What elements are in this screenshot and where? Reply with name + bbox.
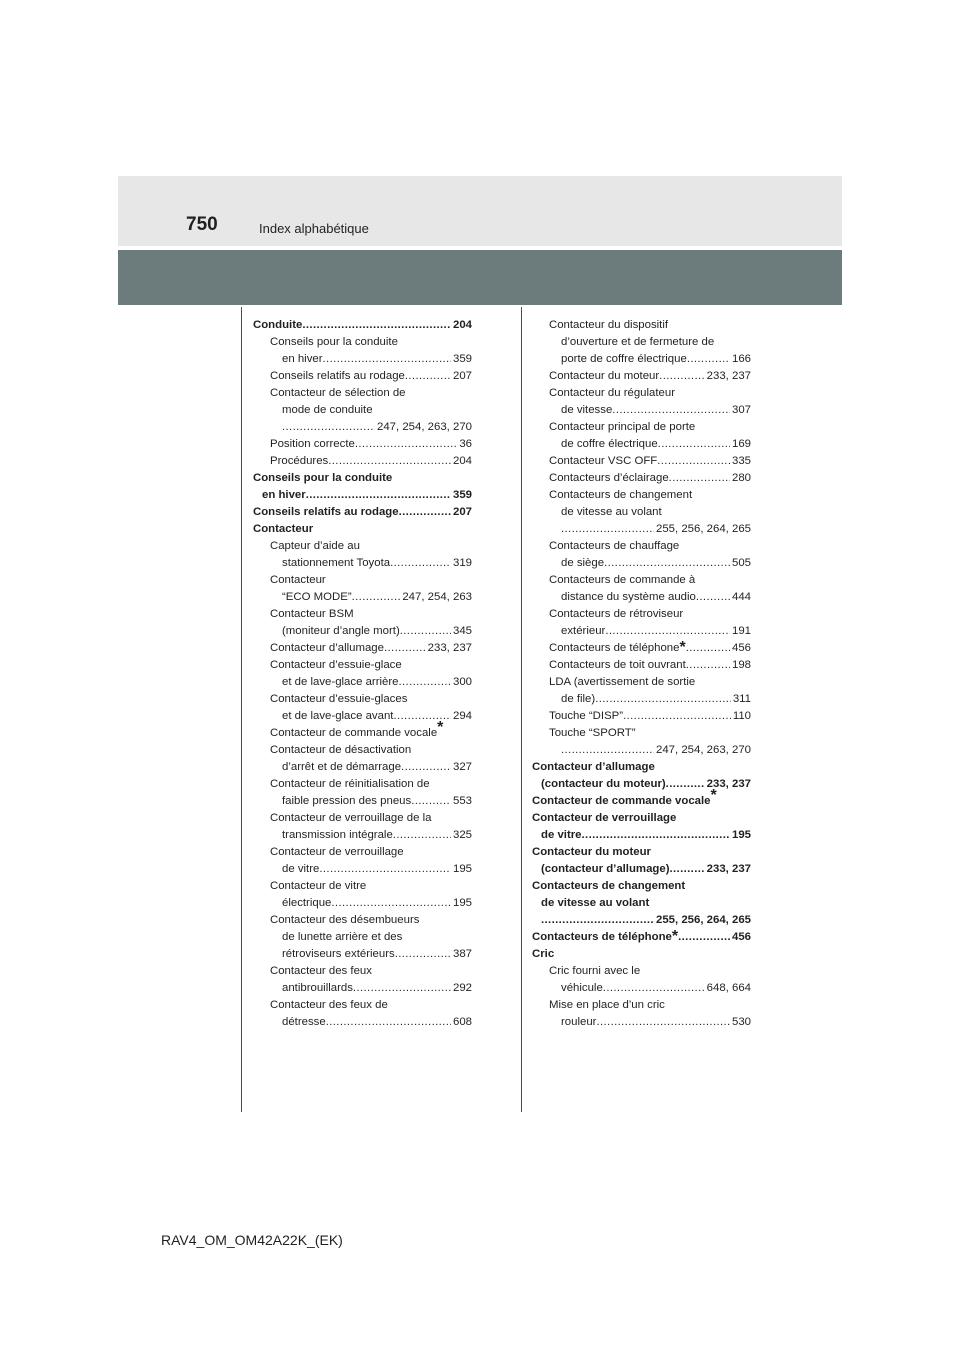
index-entry [253, 334, 472, 351]
index-entry-text: Contacteurs de changement [532, 880, 686, 892]
index-entry-text: Contacteurs de toit ouvrant [549, 659, 686, 671]
index-entry-text: Mise en place d’un cric [549, 999, 665, 1011]
index-entry [532, 963, 751, 980]
index-entry-text: Procédures [270, 455, 329, 467]
dot-leader [384, 640, 426, 657]
dot-leader [399, 504, 451, 521]
index-entry-text: en hiver [262, 489, 306, 501]
index-entry [532, 827, 751, 844]
dot-leader [352, 589, 401, 606]
index-entry [253, 606, 472, 623]
index-entry-text: mode de conduite [282, 404, 373, 416]
index-entry [532, 470, 751, 487]
index-page-ref[interactable]: 255, 256, 264, 265 [655, 523, 751, 535]
index-entry-text: antibrouillards [282, 982, 353, 994]
index-entry [532, 674, 751, 691]
index-page-ref[interactable]: 198 [731, 659, 751, 671]
index-entry [532, 504, 751, 521]
index-page-ref[interactable]: 247, 254, 263 [402, 591, 472, 603]
index-page-ref[interactable]: 233, 237 [706, 778, 751, 790]
dot-leader [282, 419, 375, 436]
index-entry-text: Contacteurs de téléphone [549, 642, 680, 654]
index-entry [253, 810, 472, 827]
index-entry-text: Contacteur de vitre [270, 880, 367, 892]
index-page-ref[interactable]: 247, 254, 263, 270 [376, 421, 472, 433]
index-entry-text: Touche “DISP” [549, 710, 624, 722]
index-page-ref[interactable]: 553 [452, 795, 472, 807]
index-entry-text: Contacteur d’allumage [270, 642, 384, 654]
index-page-ref[interactable]: 456 [731, 931, 751, 943]
index-entry-text: Contacteur d’essuie-glaces [270, 693, 408, 705]
index-page-ref[interactable]: 335 [731, 455, 751, 467]
index-entry-text: Contacteur de verrouillage [532, 812, 677, 824]
dot-leader [659, 368, 704, 385]
dot-leader [657, 453, 730, 470]
index-entry [532, 708, 751, 725]
index-page-ref[interactable]: 233, 237 [427, 642, 472, 654]
index-entry [253, 657, 472, 674]
index-entry-text: (moniteur d’angle mort) [282, 625, 400, 637]
dot-leader [696, 589, 730, 606]
dot-leader [411, 793, 451, 810]
index-page-ref[interactable]: 327 [452, 761, 472, 773]
index-page-ref[interactable]: 166 [731, 353, 751, 365]
dot-leader [669, 470, 730, 487]
index-entry [253, 895, 472, 912]
index-entry-text: Cric fourni avec le [549, 965, 641, 977]
index-entry [253, 555, 472, 572]
index-entry-text: Contacteur BSM [270, 608, 354, 620]
index-entry-text: Contacteur d’essuie-glace [270, 659, 402, 671]
index-entry-text: de vitesse [561, 404, 613, 416]
index-entry [253, 793, 472, 810]
index-entry-text: Contacteur du moteur [549, 370, 660, 382]
index-entry [253, 504, 472, 521]
index-entry-text: transmission intégrale [282, 829, 393, 841]
index-page-ref[interactable]: 648, 664 [706, 982, 751, 994]
index-entry [253, 719, 472, 742]
dot-leader [405, 368, 451, 385]
dot-leader [666, 776, 705, 793]
index-page-ref[interactable]: 444 [731, 591, 751, 603]
index-entry-text: porte de coffre électrique [561, 353, 687, 365]
index-entry-text: de coffre électrique [561, 438, 658, 450]
index-entry-text: Conseils pour la conduite [270, 336, 398, 348]
index-page-ref[interactable]: 359 [452, 489, 472, 501]
index-entry [253, 538, 472, 555]
index-entry-text: rétroviseurs extérieurs [282, 948, 395, 960]
dot-leader [623, 708, 731, 725]
index-page-ref[interactable]: 204 [452, 319, 472, 331]
index-entry-text: Contacteur du régulateur [549, 387, 676, 399]
index-entry [253, 487, 472, 504]
index-page-ref[interactable]: 311 [732, 693, 751, 705]
index-entry-text: Contacteur de réinitialisation de [270, 778, 430, 790]
dot-leader [687, 351, 730, 368]
index-entry [532, 572, 751, 589]
index-page-ref[interactable]: 169 [731, 438, 751, 450]
index-entry-text: Touche “SPORT” [549, 727, 636, 739]
index-entry [253, 623, 472, 640]
index-column-right [532, 317, 751, 1031]
index-entry [532, 538, 751, 555]
dot-leader [328, 453, 451, 470]
index-entry-text: et de lave-glace arrière [282, 676, 399, 688]
index-entry-text: Contacteur de verrouillage [270, 846, 404, 858]
index-page-ref[interactable]: 300 [452, 676, 472, 688]
index-entry [253, 470, 472, 487]
index-entry-text: en hiver [282, 353, 323, 365]
header-band [118, 176, 842, 246]
index-entry [532, 980, 751, 997]
index-page-ref[interactable]: 207 [452, 506, 472, 518]
index-entry-text: Position correcte [270, 438, 355, 450]
index-entry [253, 402, 472, 419]
index-entry-text: Contacteur [270, 574, 326, 586]
index-entry [532, 436, 751, 453]
index-page-ref[interactable]: 233, 237 [706, 863, 751, 875]
index-entry-text: d’ouverture et de fermeture de [561, 336, 715, 348]
dot-leader [678, 929, 730, 946]
page-number: 750 [186, 214, 218, 235]
index-entry-text: Contacteurs de changement [549, 489, 693, 501]
dot-leader [612, 402, 730, 419]
index-entry [532, 742, 751, 759]
index-entry [253, 929, 472, 946]
index-entry [532, 317, 751, 334]
index-entry [532, 912, 751, 929]
index-entry [253, 963, 472, 980]
index-entry [253, 691, 472, 708]
index-entry-text: électrique [282, 897, 332, 909]
dot-leader [604, 555, 730, 572]
index-entry-text: Contacteurs de rétroviseur [549, 608, 684, 620]
index-page-ref[interactable]: 319 [452, 557, 472, 569]
index-entry [253, 589, 472, 606]
dot-leader [400, 623, 451, 640]
index-entry-text: Capteur d’aide au [270, 540, 360, 552]
index-entry [532, 453, 751, 470]
index-entry-text: (contacteur du moteur) [541, 778, 666, 790]
index-entry-text: Contacteur de verrouillage de la [270, 812, 432, 824]
index-entry-text: Contacteur des feux de [270, 999, 388, 1011]
index-entry [532, 657, 751, 674]
index-entry [532, 589, 751, 606]
dot-leader [686, 640, 730, 657]
index-entry [532, 623, 751, 640]
dot-leader [323, 351, 451, 368]
dot-leader [658, 436, 730, 453]
index-entry-text: de vitre [541, 829, 582, 841]
dot-leader [355, 436, 457, 453]
index-entry [532, 368, 751, 385]
index-page-ref[interactable]: 505 [731, 557, 751, 569]
dot-leader [686, 657, 730, 674]
index-page-ref[interactable]: 325 [452, 829, 472, 841]
dot-leader [353, 980, 451, 997]
index-entry [532, 878, 751, 895]
index-entry-text: de siège [561, 557, 605, 569]
index-entry [253, 317, 472, 334]
index-entry [253, 351, 472, 368]
index-entry-text: Contacteurs de commande à [549, 574, 696, 586]
index-page-ref[interactable]: 280 [731, 472, 751, 484]
index-entry [532, 419, 751, 436]
index-page-ref[interactable]: 307 [731, 404, 751, 416]
index-entry-text: Contacteurs de chauffage [549, 540, 680, 552]
dot-leader [331, 895, 451, 912]
dot-leader [595, 691, 731, 708]
index-entry-text: Contacteur de désactivation [270, 744, 412, 756]
index-page-ref[interactable]: 195 [731, 829, 751, 841]
index-entry [532, 895, 751, 912]
index-entry [253, 1014, 472, 1031]
index-entry [532, 334, 751, 351]
dot-leader [603, 980, 705, 997]
index-entry-text: Contacteur des feux [270, 965, 372, 977]
index-entry [532, 787, 751, 810]
index-entry [532, 759, 751, 776]
dot-leader [596, 1014, 730, 1031]
dot-leader [390, 555, 451, 572]
index-entry [253, 640, 472, 657]
index-entry-text: véhicule [561, 982, 603, 994]
index-entry [253, 980, 472, 997]
index-entry-text: “ECO MODE” [282, 591, 352, 603]
index-page-ref[interactable]: 195 [452, 863, 472, 875]
index-entry-text: de vitesse au volant [541, 897, 650, 909]
index-entry: Contacteurs de téléphone * . . . 456 [532, 640, 751, 657]
index-column-left [253, 317, 472, 1031]
index-entry [253, 521, 472, 538]
dot-leader [302, 317, 451, 334]
index-entry-text: Conseils relatifs au rodage [270, 370, 405, 382]
index-page-ref[interactable]: 608 [452, 1016, 472, 1028]
index-page-ref[interactable]: 204 [452, 455, 472, 467]
index-entry [532, 861, 751, 878]
index-page-ref[interactable]: 345 [452, 625, 472, 637]
index-entry [253, 368, 472, 385]
asterisk-icon: * [437, 719, 444, 737]
dot-leader [401, 759, 451, 776]
index-entry-text: Contacteur du moteur [532, 846, 651, 858]
index-entry-text: Conseils pour la conduite [253, 472, 393, 484]
index-entry [532, 946, 751, 963]
index-entry-text: Contacteur des désembueurs [270, 914, 420, 926]
index-entry [532, 1014, 751, 1031]
index-entry [253, 572, 472, 589]
index-entry [253, 861, 472, 878]
index-entry [532, 487, 751, 504]
index-entry-text: de lunette arrière et des [282, 931, 403, 943]
index-entry [253, 674, 472, 691]
index-entry-text: Contacteur du dispositif [549, 319, 669, 331]
index-entry-text: détresse [282, 1016, 326, 1028]
index-entry-text: Contacteur de commande vocale [532, 795, 711, 807]
index-entry-text: Contacteur de commande vocale [270, 727, 438, 739]
index-entry [253, 759, 472, 776]
index-entry-text: distance du système audio [561, 591, 696, 603]
index-entry-text: extérieur [561, 625, 606, 637]
index-page-ref[interactable]: 387 [452, 948, 472, 960]
index-entry [253, 844, 472, 861]
index-entry [253, 827, 472, 844]
index-entry-text: de vitesse au volant [561, 506, 662, 518]
dot-leader [395, 946, 451, 963]
dot-leader [399, 674, 451, 691]
index-entry [532, 385, 751, 402]
section-title: Index alphabétique [259, 221, 369, 236]
index-entry [532, 997, 751, 1014]
index-entry-text: Contacteur de sélection de [270, 387, 406, 399]
index-entry [532, 691, 751, 708]
index-entry [253, 776, 472, 793]
index-entry [532, 351, 751, 368]
dot-leader [669, 861, 704, 878]
index-entry-text: faible pression des pneus [282, 795, 412, 807]
index-entry [253, 742, 472, 759]
index-entry-text: Contacteur [253, 523, 314, 535]
index-entry [253, 436, 472, 453]
column-rule-left [241, 307, 242, 1112]
index-page-ref[interactable]: 530 [731, 1016, 751, 1028]
index-page-ref[interactable]: 207 [452, 370, 472, 382]
index-entry [253, 997, 472, 1014]
index-page-ref[interactable]: 294 [452, 710, 472, 722]
index-entry-text: Contacteurs de téléphone [532, 931, 672, 943]
dot-leader [393, 827, 451, 844]
index-entry [253, 912, 472, 929]
index-entry-text: et de lave-glace avant [282, 710, 394, 722]
index-entry: Contacteurs de téléphone * . . . 456 [532, 929, 751, 946]
index-entry [532, 810, 751, 827]
index-page-ref[interactable]: 359 [452, 353, 472, 365]
dot-leader [582, 827, 730, 844]
index-entry [253, 946, 472, 963]
index-entry-text: de file) [561, 693, 596, 705]
index-page-ref[interactable]: 456 [731, 642, 751, 654]
dot-leader [319, 861, 451, 878]
index-entry [532, 776, 751, 793]
index-entry [532, 402, 751, 419]
index-entry [253, 385, 472, 402]
index-page-ref[interactable]: 233, 237 [706, 370, 751, 382]
index-entry [532, 844, 751, 861]
index-entry [532, 606, 751, 623]
index-page-ref[interactable]: 255, 256, 264, 265 [655, 914, 751, 926]
index-entry [253, 453, 472, 470]
index-entry-text: Contacteur d’allumage [532, 761, 655, 773]
dot-leader [541, 912, 654, 929]
index-page-ref[interactable]: 191 [731, 625, 751, 637]
index-entry-text: (contacteur d’allumage) [541, 863, 670, 875]
index-entry-text: Conduite [253, 319, 303, 331]
dot-leader [306, 487, 451, 504]
index-entry-text: Cric [532, 948, 555, 960]
column-rule-middle [521, 307, 522, 1112]
index-entry-text: Contacteur principal de porte [549, 421, 696, 433]
dot-leader [561, 742, 654, 759]
index-entry [532, 555, 751, 572]
index-entry [532, 521, 751, 538]
dot-leader [326, 1014, 451, 1031]
dot-leader [561, 521, 654, 538]
header-bar [118, 250, 842, 305]
index-page-ref[interactable]: 292 [452, 982, 472, 994]
index-entry-text: Conseils relatifs au rodage [253, 506, 399, 518]
index-page-ref[interactable]: 195 [452, 897, 472, 909]
index-entry-text: d’arrêt et de démarrage [282, 761, 402, 773]
asterisk-icon: * [710, 787, 717, 805]
document-code: RAV4_OM_OM42A22K_(EK) [161, 1232, 343, 1248]
index-entry-text: LDA (avertissement de sortie [549, 676, 696, 688]
index-entry [532, 725, 751, 742]
index-page-ref[interactable]: 36 [459, 438, 472, 450]
index-page-ref[interactable]: 247, 254, 263, 270 [655, 744, 751, 756]
dot-leader [605, 623, 730, 640]
index-entry-text: stationnement Toyota [282, 557, 391, 569]
index-entry-text: Contacteurs d’éclairage [549, 472, 669, 484]
index-entry [253, 419, 472, 436]
index-entry-text: rouleur [561, 1016, 597, 1028]
index-page-ref[interactable]: 110 [732, 710, 751, 722]
index-entry-text: de vitre [282, 863, 320, 875]
index-entry-text: Contacteur VSC OFF [549, 455, 658, 467]
index-entry [253, 878, 472, 895]
